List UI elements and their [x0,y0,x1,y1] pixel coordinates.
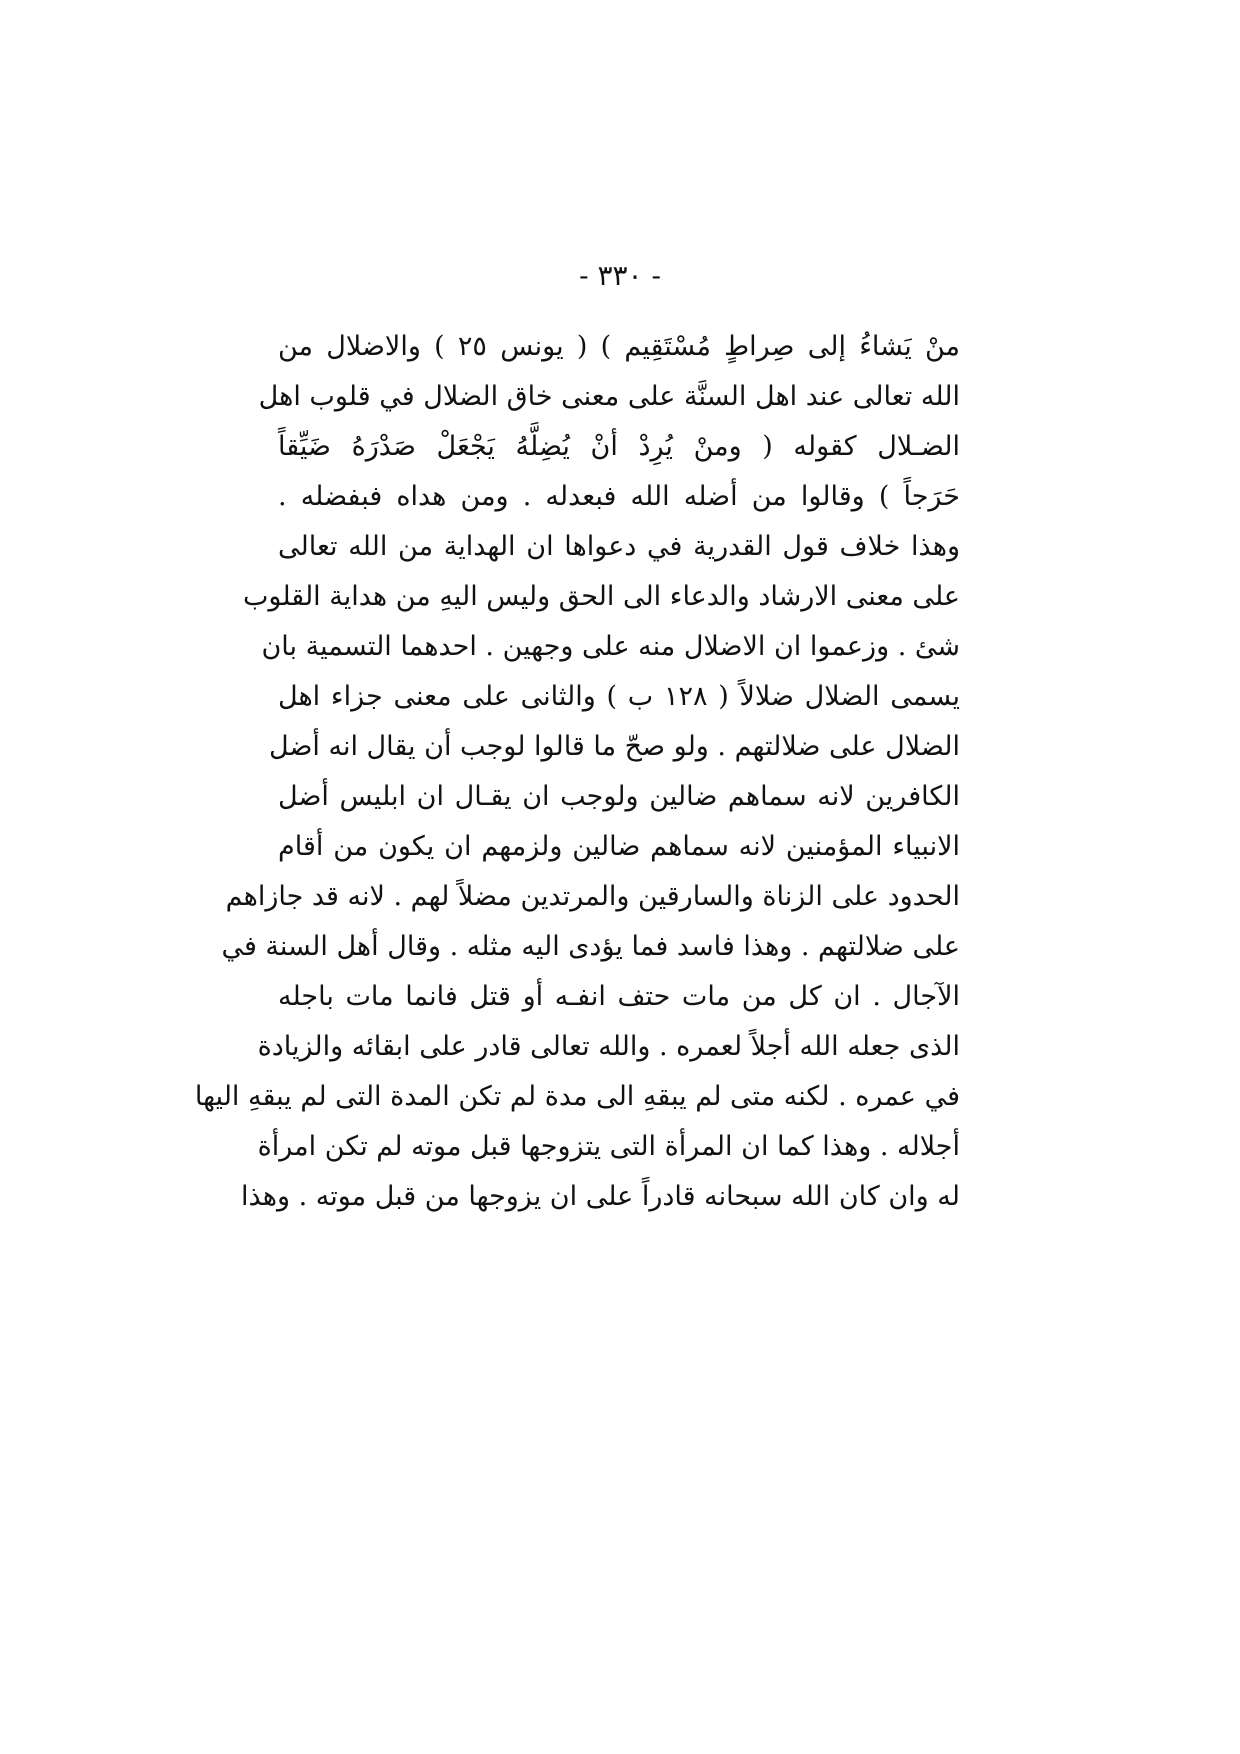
text-line-17: أجلاله . وهذا كما ان المرأة التى يتزوجها قبل موته لم تكن امرأة [257,1131,960,1162]
text-line-18: له وان كان الله سبحانه قادراً على ان يزوجها من قبل موته . وهذا [241,1181,960,1212]
text-line-1: منْ يَشاءُ إلى صِراطٍ مُسْتَقِيم ) ( يونس ٢٥ ) والاضلال من [278,331,961,362]
body-text [194,322,961,1222]
text-line-8: يسمى الضلال ضلالاً ( ١٢٨ ب ) والثانى على معنى جزاء اهل [278,681,960,712]
text-line-13: على ضلالتهم . وهذا فاسد فما يؤدى اليه مثله . وقال أهل السنة في [221,931,960,962]
text-line-9: الضلال على ضلالتهم . ولو صحّ ما قالوا لوجب أن يقال انه أضل [269,731,960,762]
text-line-11: الانبياء المؤمنين لانه سماهم ضالين ولزمهم ان يكون من أقام [278,831,960,862]
text-line-2: الله تعالى عند اهل السنَّة على معنى خاق الضلال في قلوب اهل [258,381,960,412]
text-line-4: حَرَجاً ) وقالوا من أضله الله فبعدله . ومن هداه فبفضله . [278,481,960,512]
text-line-14: الآجال . ان كل من مات حتف انفـه أو قتل فانما مات باجله [278,981,960,1012]
text-line-16: في عمره . لكنه متى لم يبقهِ الى مدة لم تكن المدة التى لم يبقهِ اليها [194,1081,960,1112]
text-line-15: الذى جعله الله أجلاً لعمره . والله تعالى قادر على ابقائه والزيادة [257,1031,960,1062]
text-line-10: الكافرين لانه سماهم ضالين ولوجب ان يقـال ان ابليس أضل [278,781,960,812]
page-number: - ٣٣٠ - [579,259,661,292]
text-line-12: الحدود على الزناة والسارقين والمرتدين مضلاً لهم . لانه قد جازاهم [225,881,960,912]
text-line-5: وهذا خلاف قول القدرية في دعواها ان الهداية من الله تعالى [278,531,960,562]
text-line-3: الضـلال كقوله ( ومنْ يُرِدْ أنْ يُضِلَّهُ يَجْعَلْ صَدْرَهُ ضَيِّقاً [278,431,960,462]
text-line-6: على معنى الارشاد والدعاء الى الحق وليس اليهِ من هداية القلوب [242,581,960,612]
text-line-7: شئ . وزعموا ان الاضلال منه على وجهين . احدهما التسمية بان [261,631,960,662]
